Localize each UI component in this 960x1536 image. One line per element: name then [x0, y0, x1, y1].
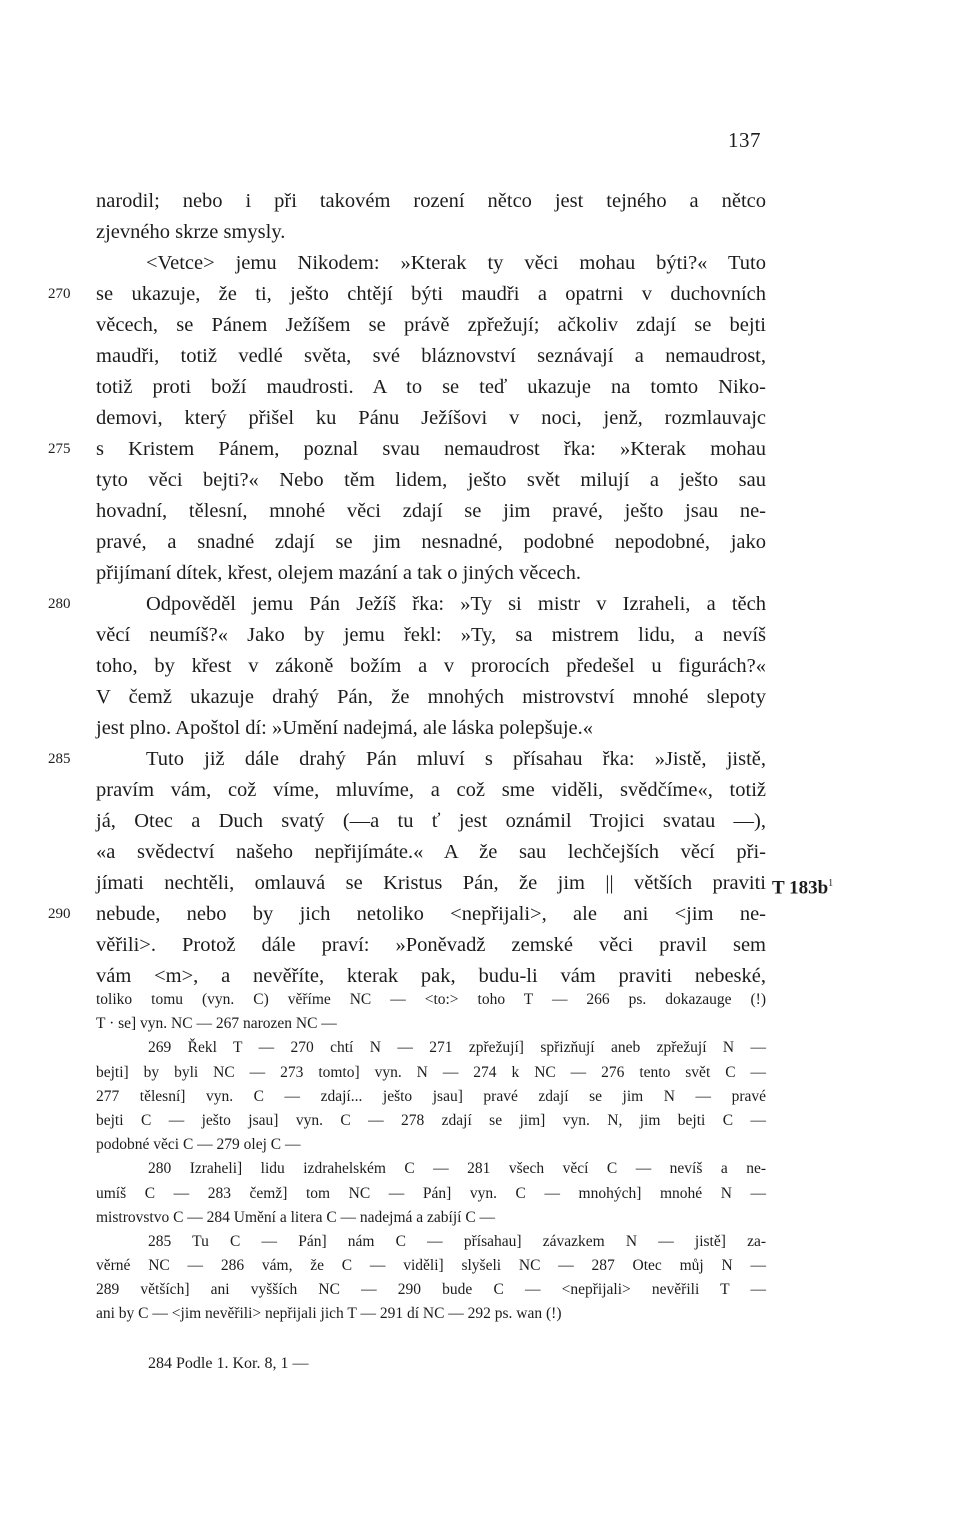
line-text: toho, by křest v zákoně božím a v prorocích předešel u figurách?« — [96, 655, 766, 677]
line-text: přijímaní dítek, křest, olejem mazání a tak o jiných věcech. — [96, 562, 581, 584]
apparatus-text: 280 Izraheli] lidu izdrahelském C — 281 všech věcí C — nevíš a ne- — [148, 1160, 766, 1178]
text-line — [0, 310, 960, 341]
apparatus-line — [0, 1036, 960, 1060]
text-line — [0, 899, 960, 930]
text-line — [0, 589, 960, 620]
line-text: zjevného skrze smysly. — [96, 221, 286, 243]
apparatus-line — [0, 1278, 960, 1302]
text-line — [0, 186, 960, 217]
line-number: 280 — [48, 596, 71, 612]
text-line — [0, 651, 960, 682]
line-text: «a svědectví našeho nepřijímáte.« A že sau lechčejších věcí při- — [96, 841, 766, 863]
line-text: Odpověděl jemu Pán Ježíš řka: »Ty si mistr v Izraheli, a těch — [146, 593, 766, 615]
line-number: 270 — [48, 286, 71, 302]
apparatus-text: 277 tělesní] vyn. C — zdají... ješto jsau] pravé zdají se jim N — pravé — [96, 1087, 766, 1105]
apparatus-line — [0, 1182, 960, 1206]
line-text: hovadní, tělesní, mnohé věci zdají se jim pravé, ješto jsau ne- — [96, 500, 766, 522]
critical-apparatus — [0, 988, 960, 1327]
apparatus-text: mistrovstvo C — 284 Umění a litera C — nadejmá a zabíjí C — — [96, 1208, 496, 1226]
line-text: se ukazuje, že ti, ješto chtějí býti maudři a opatrni v duchovních — [96, 283, 766, 305]
line-text: tyto věci bejti?« Nebo těm lidem, ješto svět milují a ješto sau — [96, 469, 766, 491]
apparatus-line — [0, 1254, 960, 1278]
line-text: jest plno. Apoštol dí: »Umění nadejmá, ale láska polepšuje.« — [96, 717, 594, 739]
text-line — [0, 434, 960, 465]
text-line — [0, 713, 960, 744]
line-text: nebude, nebo by jich netoliko <nepřijali>, ale ani <jim ne- — [96, 903, 766, 925]
text-line — [0, 527, 960, 558]
line-text: věcech, se Pánem Ježíšem se právě zpřežují; ačkoliv zdají se bejti — [96, 314, 766, 336]
apparatus-text: 289 větších] ani vyšších NC — 290 bude C — <nepřijali> nevěřili T — — [96, 1281, 766, 1299]
apparatus-text: ani by C — <jim nevěřili> nepřijali jich T — 291 dí NC — 292 ps. wan (!) — [96, 1305, 562, 1323]
text-line — [0, 279, 960, 310]
apparatus-line — [0, 1012, 960, 1036]
text-line — [0, 558, 960, 589]
text-line — [0, 868, 960, 899]
text-line — [0, 341, 960, 372]
line-text: totiž proti boží maudrosti. A to se teď ukazuje na tomto Niko- — [96, 376, 766, 398]
line-text: demovi, který přišel ku Pánu Ježíšovi v noci, jenž, rozmlauvajc — [96, 407, 766, 429]
apparatus-text: umíš C — 283 čemž] tom NC — Pán] vyn. C — mnohých] mnohé N — — [96, 1184, 766, 1202]
folio-superscript: 1 — [828, 878, 834, 889]
line-number: 285 — [48, 751, 71, 767]
apparatus-text: věrné NC — 286 vám, že C — viděli] slyšeli NC — 287 Otec můj N — — [96, 1257, 766, 1275]
line-text: pravím vám, což víme, mluvíme, a což sme viděli, svědčíme«, totiž — [96, 779, 766, 801]
apparatus-text: bejti] by byli NC — 273 tomto] vyn. N — 274 k NC — 276 tento svět C — — [96, 1063, 766, 1081]
apparatus-line — [0, 988, 960, 1012]
text-line — [0, 403, 960, 434]
text-line — [0, 837, 960, 868]
text-line — [0, 775, 960, 806]
page-number: 137 — [728, 128, 761, 152]
apparatus-line — [0, 1230, 960, 1254]
text-line — [0, 682, 960, 713]
folio-label: T 183b — [772, 877, 829, 899]
text-line — [0, 465, 960, 496]
line-text: s Kristem Pánem, poznal svau nemaudrost řka: »Kterak mohau — [96, 438, 766, 460]
line-number: 275 — [48, 441, 71, 457]
text-line — [0, 744, 960, 775]
line-text: věřili>. Protož dále praví: »Poněvadž zemské věci pravil sem — [96, 934, 766, 956]
apparatus-line — [0, 1302, 960, 1326]
line-text: vám <m>, a nevěříte, kterak pak, budu-li vám praviti nebeské, — [96, 965, 766, 987]
text-line — [0, 217, 960, 248]
apparatus-line — [0, 1133, 960, 1157]
line-text: pravé, a snadné zdají se jim nesnadné, podobné nepodobné, jako — [96, 531, 766, 553]
line-text: já, Otec a Duch svatý (—a tu ť jest oznámil Trojici svatau —), — [96, 810, 766, 832]
main-text-block — [0, 186, 960, 992]
apparatus-line — [0, 1206, 960, 1230]
line-text: Tuto již dále drahý Pán mluví s přísahau řka: »Jistě, jistě, — [146, 748, 766, 770]
text-line — [0, 248, 960, 279]
line-number: 290 — [48, 906, 71, 922]
apparatus-text: podobné věci C — 279 olej C — — [96, 1136, 301, 1154]
apparatus-line — [0, 1157, 960, 1181]
apparatus-line — [0, 1109, 960, 1133]
apparatus-text: toliko tomu (vyn. C) věříme NC — <to:> toho T — 266 ps. dokazauge (!) — [96, 991, 766, 1008]
footnote: 284 Podle 1. Kor. 8, 1 — — [148, 1355, 309, 1372]
text-line — [0, 372, 960, 403]
line-text: <Vetce> jemu Nikodem: »Kterak ty věci mohau býti?« Tuto — [146, 252, 766, 274]
apparatus-text: 285 Tu C — Pán] nám C — přísahau] závazkem N — jistě] za- — [148, 1232, 766, 1250]
line-text: narodil; nebo i při takovém rození nětco jest tejného a nětco — [96, 190, 766, 212]
line-text: věcí neumíš?« Jako by jemu řekl: »Ty, sa mistrem lidu, a nevíš — [96, 624, 766, 646]
apparatus-text: 269 Řekl T — 270 chtí N — 271 zpřežují] spřizňují aneb zpřežují N — — [148, 1039, 766, 1057]
apparatus-line — [0, 1061, 960, 1085]
text-line — [0, 930, 960, 961]
text-line — [0, 806, 960, 837]
line-text: jímati nechtěli, omlauvá se Kristus Pán, že jim || větších praviti — [96, 872, 766, 894]
line-text: V čemž ukazuje drahý Pán, že mnohých mistrovství mnohé slepoty — [96, 686, 766, 708]
text-line — [0, 496, 960, 527]
text-line — [0, 620, 960, 651]
apparatus-line — [0, 1085, 960, 1109]
apparatus-text: bejti C — ješto jsau] vyn. C — 278 zdají se jim] vyn. N, jim bejti C — — [96, 1111, 766, 1129]
line-text: maudři, totiž vedlé světa, své bláznovství seznávají a nemaudrost, — [96, 345, 766, 367]
apparatus-text: T · se] vyn. NC — 267 narozen NC — — [96, 1015, 337, 1033]
